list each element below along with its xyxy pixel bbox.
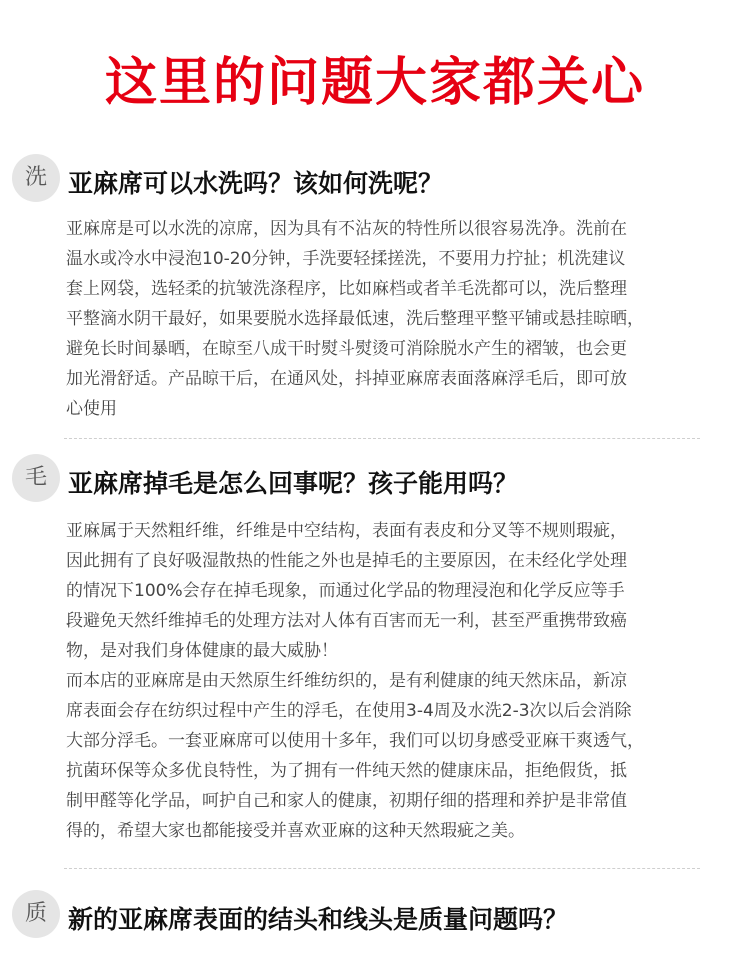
section-divider xyxy=(64,438,700,439)
text-line: 的情况下100%会存在掉毛现象，而通过化学品的物理浸泡和化学反应等手 xyxy=(66,581,625,601)
text-line: 席表面会存在纺织过程中产生的浮毛，在使用3-4周及水洗2-3次以后会消除 xyxy=(66,701,632,721)
text-line: 亚麻席是可以水洗的凉席，因为具有不沾灰的特性所以很容易洗净。洗前在 xyxy=(66,219,627,239)
text-line: 平整滴水阴干最好，如果要脱水选择最低速，洗后整理平整平铺或悬挂晾晒， xyxy=(66,309,644,329)
text-line: 温水或冷水中浸泡10-20分钟，手洗要轻揉搓洗，不要用力拧扯；机洗建议 xyxy=(66,249,626,269)
text-line: 抗菌环保等众多优良特性，为了拥有一件纯天然的健康床品，拒绝假货，抵 xyxy=(66,761,627,781)
text-line: 段避免天然纤维掉毛的处理方法对人体有百害而无一利，甚至严重携带致癌 xyxy=(66,611,627,631)
section-body-washing xyxy=(66,214,716,424)
text-line: 得的，希望大家也都能接受并喜欢亚麻的这种天然瑕疵之美。 xyxy=(66,821,525,841)
text-line: 制甲醛等化学品，呵护自己和家人的健康，初期仔细的搭理和养护是非常值 xyxy=(66,791,627,811)
text-line: 大部分浮毛。一套亚麻席可以使用十多年，我们可以切身感受亚麻干爽透气， xyxy=(66,731,644,751)
page-title: 这里的问题大家都关心 xyxy=(104,52,645,113)
wash-badge-icon: 洗 xyxy=(12,154,60,202)
text-line: 因此拥有了良好吸湿散热的性能之外也是掉毛的主要原因，在未经化学处理 xyxy=(66,551,627,571)
text-line: 套上网袋，选轻柔的抗皱洗涤程序，比如麻档或者羊毛洗都可以，洗后整理 xyxy=(66,279,627,299)
text-line: 物，是对我们身体健康的最大威胁！ xyxy=(66,641,338,661)
lint-badge-icon: 毛 xyxy=(12,454,60,502)
text-line: 亚麻属于天然粗纤维，纤维是中空结构，表面有表皮和分叉等不规则瑕疵， xyxy=(66,521,627,541)
section-body-lint xyxy=(66,516,716,846)
text-line: 而本店的亚麻席是由天然原生纤维纺织的，是有利健康的纯天然床品，新凉 xyxy=(66,671,627,691)
section-heading-quality: 新的亚麻席表面的结头和线头是质量问题吗？ xyxy=(68,905,569,934)
text-line: 加光滑舒适。产品晾干后，在通风处，抖掉亚麻席表面落麻浮毛后，即可放 xyxy=(66,369,627,389)
text-line: 避免长时间暴晒，在晾至八成干时熨斗熨烫可消除脱水产生的褶皱，也会更 xyxy=(66,339,627,359)
section-heading-lint: 亚麻席掉毛是怎么回事呢？孩子能用吗？ xyxy=(68,469,519,498)
section-divider xyxy=(64,868,700,869)
quality-badge-icon: 质 xyxy=(12,890,60,938)
text-line: 心使用 xyxy=(66,399,117,419)
section-heading-washing: 亚麻席可以水洗吗？该如何洗呢？ xyxy=(68,169,444,198)
